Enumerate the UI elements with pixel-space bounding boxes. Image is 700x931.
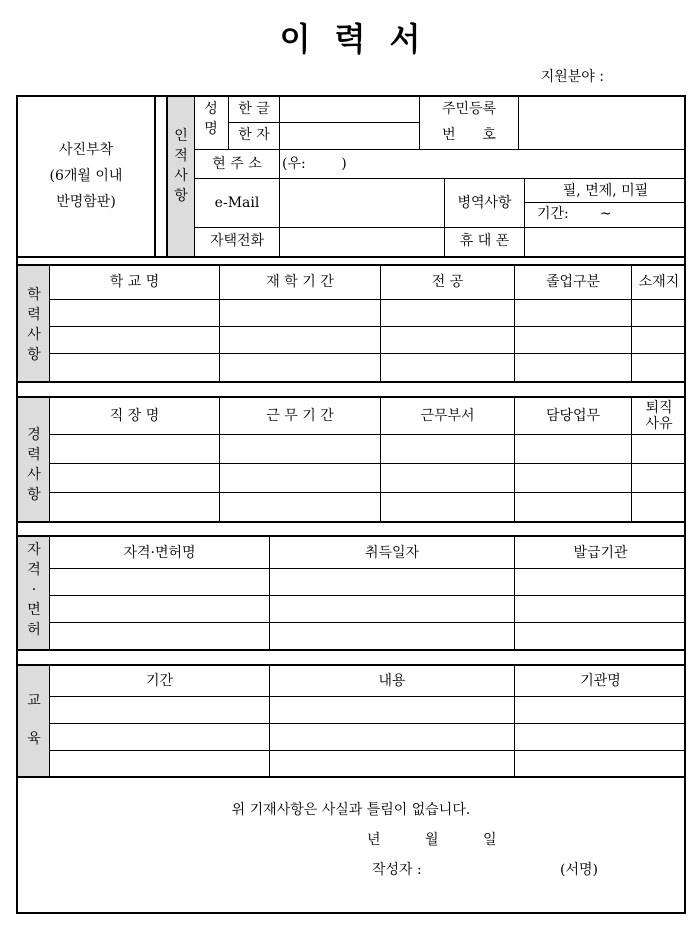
name-char: 성 xyxy=(204,101,218,117)
career-header-reason: 사유 xyxy=(645,416,673,432)
photo-label: (6개월 이내 xyxy=(49,168,123,184)
hangul-label: 한 글 xyxy=(238,101,270,117)
career-section-label xyxy=(24,425,44,505)
section-char: 사 xyxy=(174,168,188,184)
grid-line xyxy=(524,202,686,203)
grid-line xyxy=(49,299,686,300)
military-period: 기간: ~ xyxy=(537,206,612,222)
grid-line xyxy=(279,97,280,256)
career-header: 근무부서 xyxy=(420,408,475,424)
grid-line xyxy=(49,622,686,623)
grid-line xyxy=(49,353,686,354)
photo-divider xyxy=(166,97,168,257)
training-header: 내용 xyxy=(378,673,406,689)
grid-line xyxy=(49,723,686,724)
section-char: 항 xyxy=(27,347,41,363)
section-divider xyxy=(16,535,686,537)
grid-line xyxy=(49,463,686,464)
signature-label: (서명) xyxy=(560,862,598,878)
section-char: 항 xyxy=(174,188,188,204)
section-divider xyxy=(16,776,686,778)
section-divider xyxy=(16,264,686,266)
section-char: 항 xyxy=(27,487,41,503)
grid-line xyxy=(49,750,686,751)
home-phone-label: 자택전화 xyxy=(209,233,265,249)
title-char: 이 xyxy=(279,20,311,58)
section-char: 력 xyxy=(27,307,41,323)
license-header: 발급기관 xyxy=(573,545,628,561)
education-header: 재 학 기 간 xyxy=(266,274,334,290)
section-char: 교 xyxy=(27,693,41,709)
section-divider xyxy=(16,396,686,398)
grid-line xyxy=(228,122,419,123)
grid-line xyxy=(518,97,519,149)
declaration-statement: 위 기재사항은 사실과 틀림이 없습니다. xyxy=(231,802,471,818)
section-char: 격 xyxy=(27,562,41,578)
section-divider xyxy=(16,664,686,666)
training-header: 기관명 xyxy=(580,673,621,689)
military-label: 병역사항 xyxy=(457,195,512,211)
license-section-label xyxy=(24,540,44,640)
career-header: 직 장 명 xyxy=(109,408,160,424)
section-char: 사 xyxy=(27,327,41,343)
education-header: 학 교 명 xyxy=(109,274,160,290)
hanja-label: 한 자 xyxy=(238,127,270,143)
grid-line xyxy=(194,227,686,228)
grid-line xyxy=(49,568,686,569)
section-char: · xyxy=(31,582,37,598)
grid-line xyxy=(49,595,686,596)
rrn-label: 번 호 xyxy=(442,127,496,143)
section-divider xyxy=(16,256,686,258)
education-header: 전 공 xyxy=(431,274,464,290)
career-header: 근 무 기 간 xyxy=(266,408,334,424)
section-char: 허 xyxy=(27,622,41,638)
license-header: 자격·면허명 xyxy=(123,545,196,561)
education-header: 소재지 xyxy=(638,274,680,290)
rrn-label: 주민등록 xyxy=(441,101,497,117)
section-char: 적 xyxy=(174,148,188,164)
training-section-label xyxy=(24,682,44,758)
grid-line xyxy=(49,326,686,327)
grid-line xyxy=(49,696,686,697)
career-header: 담당업무 xyxy=(545,408,601,424)
grid-line xyxy=(194,149,686,150)
section-divider xyxy=(16,649,686,651)
name-char: 명 xyxy=(204,121,218,137)
document-title xyxy=(0,14,700,60)
section-char: 학 xyxy=(27,287,41,303)
address-label: 현 주 소 xyxy=(212,156,262,172)
photo-label: 사진부착 xyxy=(58,142,114,158)
section-char: 자 xyxy=(27,542,41,558)
grid-line xyxy=(194,178,686,179)
application-field-label: 지원분야 : xyxy=(540,69,604,85)
section-char: 육 xyxy=(27,731,41,747)
education-section-label xyxy=(24,285,44,365)
email-label: e-Mail xyxy=(214,195,260,211)
license-header: 취득일자 xyxy=(364,545,420,561)
training-header: 기간 xyxy=(145,673,174,689)
zip-field[interactable]: (우: ) xyxy=(282,156,347,172)
name-label xyxy=(201,99,221,139)
section-char: 사 xyxy=(27,467,41,483)
personal-section-label xyxy=(171,126,191,206)
grid-line xyxy=(49,492,686,493)
mobile-label: 휴 대 폰 xyxy=(459,233,510,249)
photo-divider xyxy=(154,97,156,257)
title-char: 력 xyxy=(334,20,366,58)
author-label: 작성자 : xyxy=(372,862,422,878)
section-char: 면 xyxy=(27,602,41,618)
date-line: 년 월 일 xyxy=(367,832,497,848)
title-char: 서 xyxy=(389,20,421,58)
education-header: 졸업구분 xyxy=(545,274,601,290)
career-header-reason: 퇴직 xyxy=(645,400,673,416)
section-char: 경 xyxy=(27,427,41,443)
photo-label: 반명함판) xyxy=(56,194,116,210)
section-divider xyxy=(16,381,686,383)
section-char: 인 xyxy=(174,128,188,144)
military-options: 필, 면제, 미필 xyxy=(562,183,649,199)
grid-line xyxy=(49,434,686,435)
section-char: 력 xyxy=(27,447,41,463)
section-divider xyxy=(16,521,686,523)
grid-line xyxy=(194,97,195,256)
